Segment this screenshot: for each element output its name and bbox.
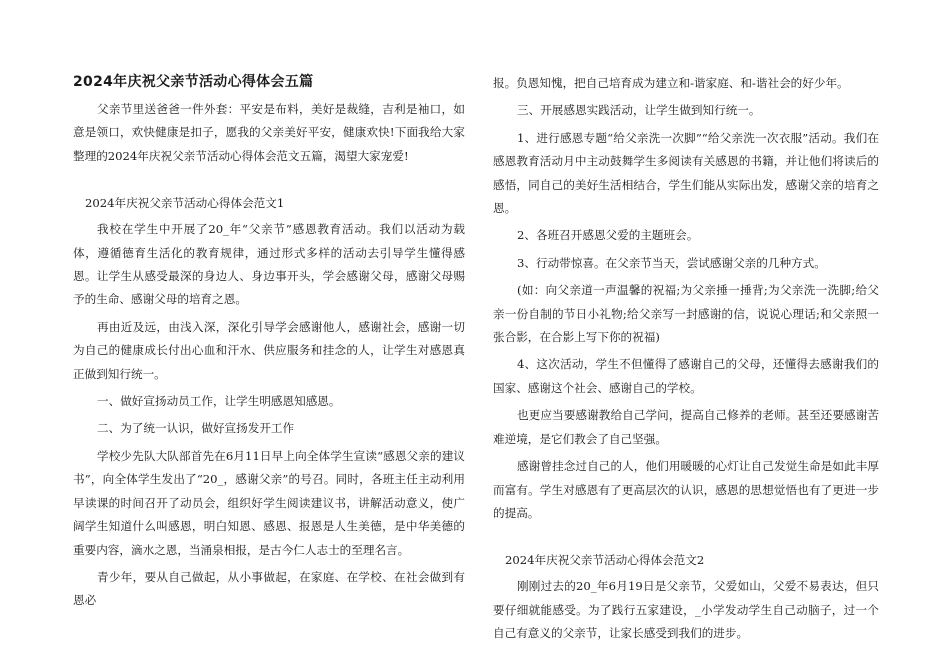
document-title: 2024年庆祝父亲节活动心得体会五篇 (73, 74, 314, 90)
essay-1-paragraph-11: (如：向父亲道一声温馨的祝福;为父亲捶一捶背;为父亲洗一洗脚;给父亲一份自制的节日小礼物;给父亲写一封感谢的信，说说心理话;和父亲照一张合影，在合影上写下你的祝福) (493, 283, 879, 345)
essay-2-heading: 2024年庆祝父亲节活动心得体会范文2 (505, 553, 705, 568)
intro-paragraph: 父亲节里送爸爸一件外套：平安是布料，美好是裁缝，吉利是袖口，如意是领口，欢快健康是扣子，愿我的父亲美好平安，健康欢快!下面我给大家整理的2024年庆祝父亲节活动心得体会范文五篇，渴望大家宠爱! (73, 102, 465, 163)
section-spacer (493, 529, 879, 549)
essay-1-paragraph-9: 2、各班召开感恩父爱的主题班会。 (517, 228, 699, 243)
essay-1-heading: 2024年庆祝父亲节活动心得体会范文1 (85, 196, 285, 211)
essay-1-paragraph-1: 我校在学生中开展了20_年“父亲节”感恩教育活动。我们以活动为载体，遵循德育生活化的教育规律，通过形式多样的活动去引导学生懂得感恩。让学生从感受最深的身边人、身边事开头，学会感谢父母，感谢父母赐予的生命、感谢父母的培育之恩。 (73, 222, 465, 307)
essay-1-paragraph-6: 青少年，要从自己做起，从小事做起，在家庭、在学校、在社会做到有恩必 (73, 569, 465, 608)
left-column (73, 72, 465, 617)
essay-1-paragraph-14: 感谢曾挂念过自己的人，他们用暖暖的心灯让自己发觉生命是如此丰厚而富有。学生对感恩有了更高层次的认识，感恩的思想觉悟也有了更进一步的提高。 (493, 459, 879, 520)
essay-2-paragraph-1: 刚刚过去的20_年6月19日是父亲节，父爱如山，父爱不易表达，但只要仔细就能感受。为了践行五家建设，_小学发动学生自己动脑子，过一个自己有意义的父亲节，让家长感受到我们的进步。 (493, 579, 879, 641)
essay-1-paragraph-3: 一、做好宣扬动员工作，让学生明感恩知感恩。 (97, 394, 341, 409)
essay-1-paragraph-10: 3、行动带惊喜。在父亲节当天，尝试感谢父亲的几种方式。 (517, 255, 826, 270)
section-spacer (73, 172, 465, 192)
essay-1-paragraph-2: 再由近及远，由浅入深，深化引导学会感谢他人，感谢社会，感谢一切为自己的健康成长付出心血和汗水、供应服务和挂念的人，让学生对感恩真正做到知行统一。 (73, 319, 465, 381)
essay-1-paragraph-8: 1、进行感恩专题“给父亲洗一次脚”“给父亲洗一次衣服”活动。我们在感恩教育活动月中主动鼓舞学生多阅读有关感恩的书籍，并让他们将读后的感悟，同自己的美好生活相结合，学生们能从实际出发，感谢父亲的培育之恩。 (493, 130, 879, 216)
essay-1-continuation: 报。负恩知愧，把自己培育成为建立和-谐家庭、和-谐社会的好少年。 (493, 76, 849, 90)
essay-1-paragraph-4: 二、为了统一认识，做好宣扬发开工作 (97, 421, 295, 436)
right-column (493, 72, 879, 650)
essay-1-paragraph-7: 三、开展感恩实践活动，让学生做到知行统一。 (517, 103, 761, 118)
essay-1-paragraph-5: 学校少先队大队部首先在6月11日早上向全体学生宣读“感恩父亲的建议书”，向全体学生发出了“20_，感谢父亲”的号召。同时，各班主任主动利用早读课的时间召开了动员会，组织好学生阅读建议书，讲解活动意义，使广阔学生知道什么叫感恩，明白知恩、感恩、报恩是人生美德，是中华美德的重要内容，滴水之恩，当涌泉相报，是古今仁人志士的至理名言。 (73, 448, 465, 557)
essay-1-paragraph-13: 也更应当要感谢教给自己学问，提高自己修养的老师。甚至还要感谢苦难逆境，是它们教会了自己坚强。 (493, 408, 879, 446)
essay-1-paragraph-12: 4、这次活动，学生不但懂得了感谢自己的父母，还懂得去感谢我们的国家、感谢这个社会、感谢自己的学校。 (493, 357, 879, 395)
